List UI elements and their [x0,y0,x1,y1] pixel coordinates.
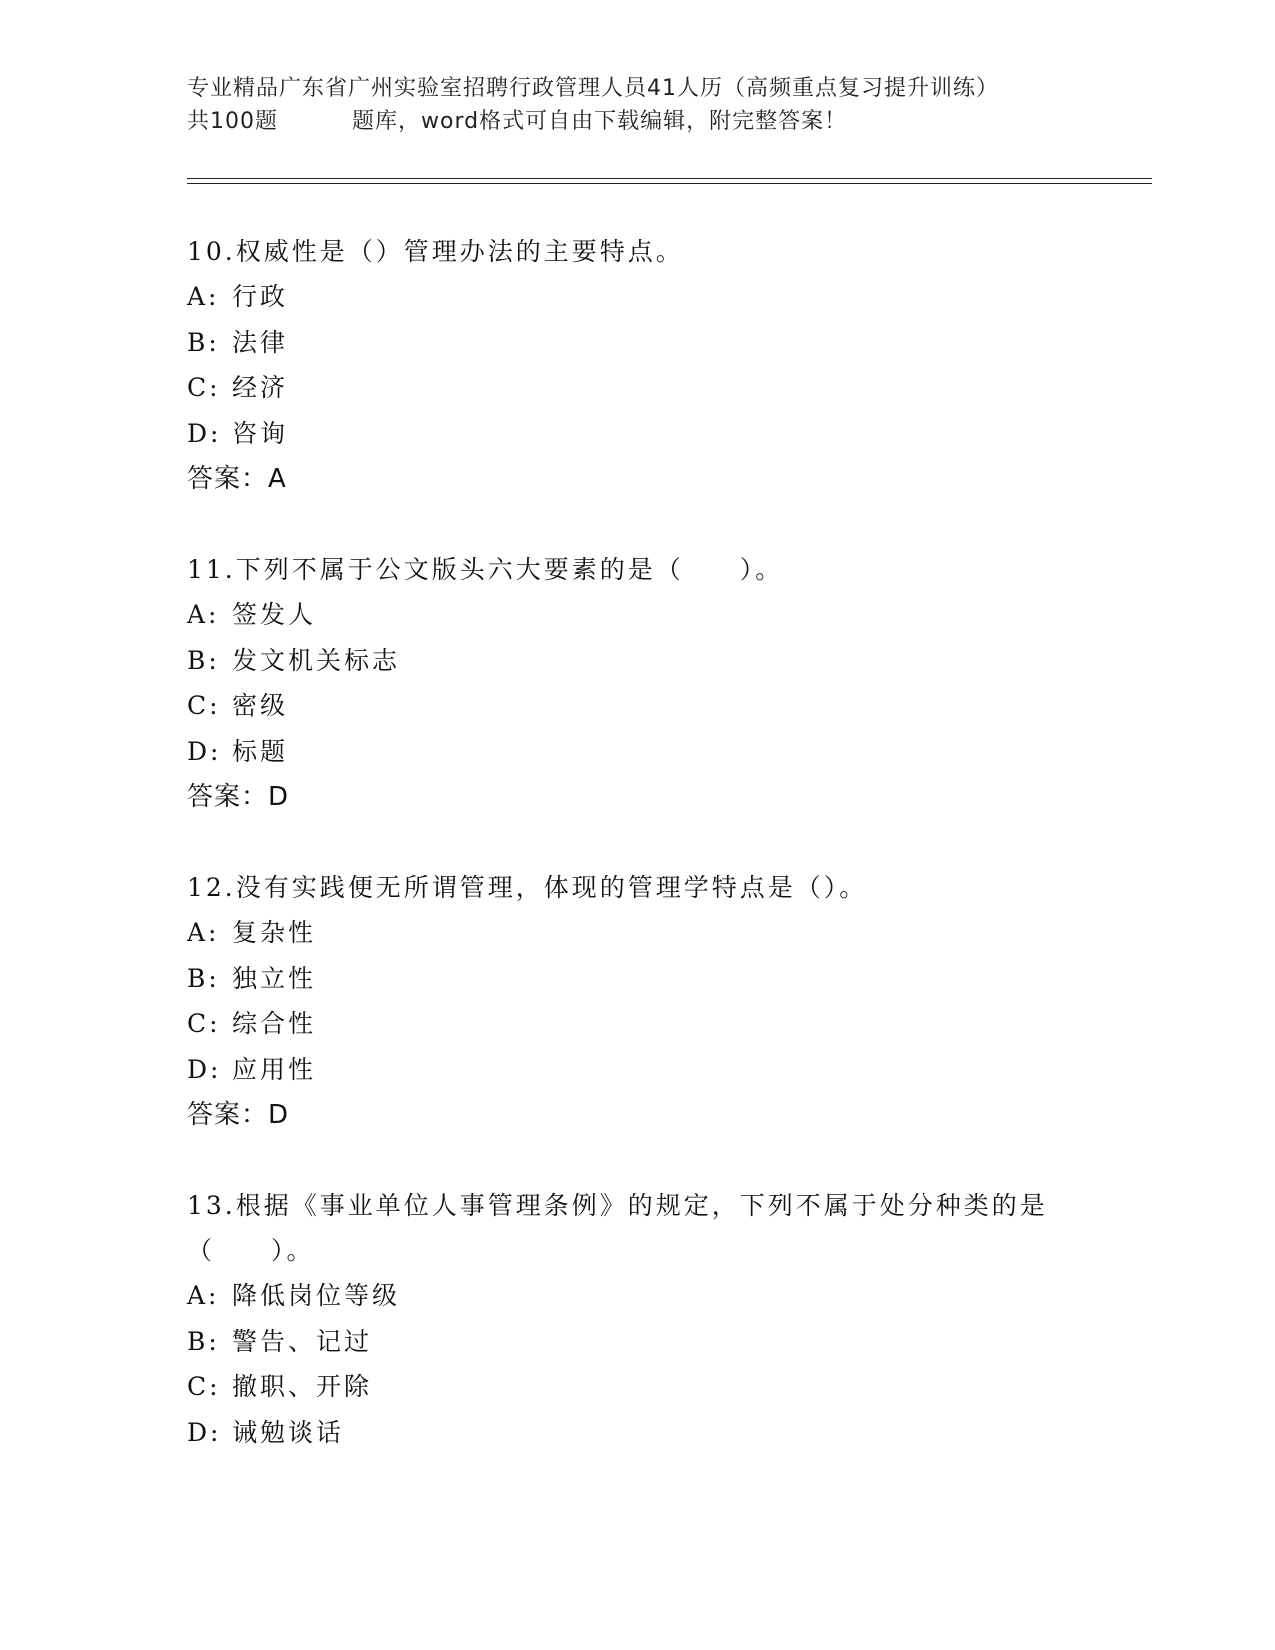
option-d [187,1047,1087,1093]
option-text: 警告、记过 [232,1326,373,1356]
option-text: 法律 [232,327,289,357]
question-block [187,547,1087,820]
option-letter: D: [187,1417,222,1447]
option-c [187,365,1087,411]
option-text: 应用性 [232,1054,317,1084]
option-letter: B: [187,1326,220,1356]
option-letter: D: [187,736,222,766]
option-letter: B: [187,963,220,993]
option-text: 综合性 [232,1009,317,1038]
option-letter: D: [187,1054,222,1084]
option-text: 复杂性 [232,918,317,947]
answer-line: 答案：A [187,464,287,494]
option-letter: C: [187,1372,221,1401]
option-letter: C: [187,1009,221,1038]
option-a [187,274,1087,320]
option-letter: A: [187,918,220,947]
option-letter: A: [187,1281,220,1310]
option-a [187,1273,1067,1319]
header-question-count: 共100题 [187,109,278,134]
option-d [187,1410,1067,1456]
option-text: 经济 [232,373,289,402]
question-block [187,229,1087,502]
answer-line: 答案：D [187,1100,290,1130]
document-header [187,72,1147,138]
question-title: 12.没有实践便无所谓管理，体现的管理学特点是（）。 [187,873,868,902]
option-c [187,1364,1067,1410]
option-text: 咨询 [232,418,289,448]
option-c [187,1001,1087,1047]
option-b [187,638,1087,684]
option-b [187,320,1087,366]
header-description: 题库，word格式可自由下载编辑，附完整答案！ [352,109,848,134]
header-divider-top [187,178,1152,179]
option-d [187,411,1087,457]
option-text: 密级 [232,691,289,720]
option-letter: D: [187,418,222,448]
header-divider-bottom [187,183,1152,184]
header-subtitle-line [187,105,1147,138]
option-c [187,683,1087,729]
option-letter: B: [187,645,220,675]
option-letter: A: [187,282,220,311]
option-b [187,1319,1067,1365]
option-letter: C: [187,373,221,402]
option-text: 发文机关标志 [232,645,401,675]
header-title-line: 专业精品广东省广州实验室招聘行政管理人员41人历（高频重点复习提升训练） [187,76,999,101]
option-text: 行政 [232,282,289,311]
option-letter: A: [187,600,220,629]
option-d [187,729,1087,775]
question-title: 13.根据《事业单位人事管理条例》的规定，下列不属于处分种类的是（ ）。 [187,1191,1048,1265]
option-a [187,592,1087,638]
question-block [187,865,1087,1138]
option-b [187,956,1087,1002]
option-text: 标题 [232,736,289,766]
option-letter: C: [187,691,221,720]
option-letter: B: [187,327,220,357]
option-text: 撤职、开除 [232,1372,373,1401]
answer-line: 答案：D [187,782,290,812]
option-text: 降低岗位等级 [232,1281,401,1310]
option-text: 独立性 [232,963,317,993]
option-text: 诫勉谈话 [232,1417,345,1447]
question-title: 11.下列不属于公文版头六大要素的是（ ）。 [187,555,784,584]
option-a [187,910,1087,956]
question-title: 10.权威性是（）管理办法的主要特点。 [187,237,684,266]
question-block [187,1183,1067,1455]
option-text: 签发人 [232,600,317,629]
